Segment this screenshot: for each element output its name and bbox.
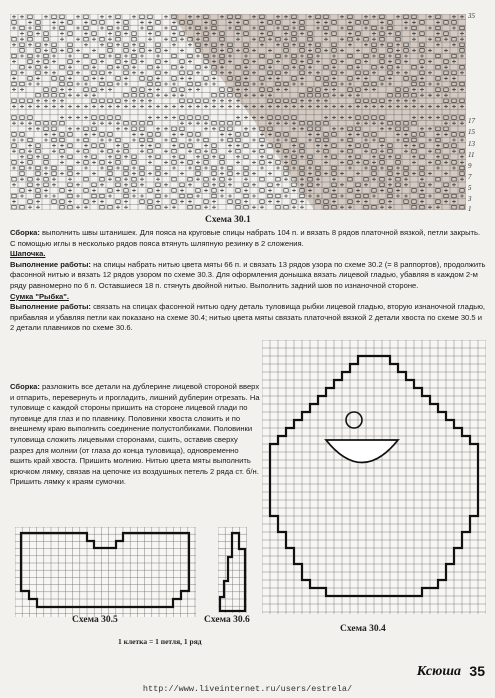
scheme-30-4-chart <box>262 340 486 614</box>
row-label: 13 <box>468 140 475 148</box>
scheme-30-5-caption: Схема 30.5 <box>72 615 118 625</box>
assembly-paragraph: Сборка: выполнить швы штанишек. Для пояса на круговые спицы набрать 104 п. и вязать 8 рядов платочной вязкой, петли закрыть. С помощью иглы в несколько рядов пояса втянуть шляпную резинку в 2 сложения. <box>10 228 481 248</box>
scheme-30-5-chart <box>15 527 196 617</box>
row-label: 11 <box>468 151 475 159</box>
hat-heading: Шапочка. <box>10 249 46 259</box>
scheme-30-1-row-labels <box>468 12 488 213</box>
row-label: 1 <box>468 205 472 213</box>
row-label: 5 <box>468 184 472 192</box>
row-label: 3 <box>468 195 472 203</box>
bag-paragraph: Выполнение работы: связать на спицах фасонной нитью одну деталь туловища рыбки лицевой гладью, вторую изнаночной гладью, прибавляя и убавляя петли как показано на схеме 30.4; нитью цвета мяты связать платочной вязкой 2 детали хвоста по схеме 30.5 и 2 детали плавников по схеме 30.6. <box>10 302 486 333</box>
instructions-assembly <box>10 382 260 488</box>
chart-background <box>15 527 196 617</box>
scheme-30-1-caption: Схема 30.1 <box>205 215 251 225</box>
scheme-30-6-chart <box>218 527 247 613</box>
bag-heading: Сумка "Рыбка". <box>10 291 69 301</box>
scheme-30-4-caption: Схема 30.4 <box>340 624 386 634</box>
scheme-30-1-chart <box>10 14 466 210</box>
row-label: 7 <box>468 173 472 181</box>
page-number: 35 <box>469 663 485 679</box>
row-label: 35 <box>468 12 475 20</box>
row-label: 9 <box>468 162 472 170</box>
chart-legend: 1 клетка = 1 петля, 1 ряд <box>118 637 202 646</box>
hat-paragraph: Выполнение работы: на спицы набрать нитью цвета мяты 66 п. и связать 13 рядов узора по схеме 30.2 (= 8 раппортов), продолжить фасонной нитью и вязать 12 рядов узором по схеме 30.3. Для оформления донышка вязать лицевой гладью, убавляя в каждом 2-м ряду равномерно по 6 п. Оставшиеся 18 п. стянуть двойной нитью. Выполнить задний шов по изнаночной стороне. <box>10 259 486 290</box>
bag-assembly-paragraph: Сборка: разложить все детали на дублерине лицевой стороной вверх и отпарить, перевернуть и прогладить, лишний дублерин отрезать. На туловище с каждой стороны пришить на стороне лицевой глади по пуговице для глаз и по плавнику. Половинки хвоста сложить и по внешнему краю выполнить соединение полустолбиками. Половинки туловища сложить лицевыми сторонами, сшить, оставив сверху разрез для молнии (от глаза до конца туловища), одновременно вшить край хвоста. Пришить молнию. Нитью цвета мяты выполнить крючком лямку, связав на цепочке из воздушных петель 2 ряда ст. б/н. Пришить лямку к краям сумочки. <box>10 382 260 487</box>
magazine-brand: Ксюша <box>416 664 461 679</box>
instructions-top <box>10 228 486 334</box>
row-label: 15 <box>468 128 475 136</box>
source-url: http://www.liveinternet.ru/users/estrela/ <box>142 684 353 694</box>
scheme-30-6-caption: Схема 30.6 <box>204 615 250 625</box>
row-label: 17 <box>468 117 475 125</box>
